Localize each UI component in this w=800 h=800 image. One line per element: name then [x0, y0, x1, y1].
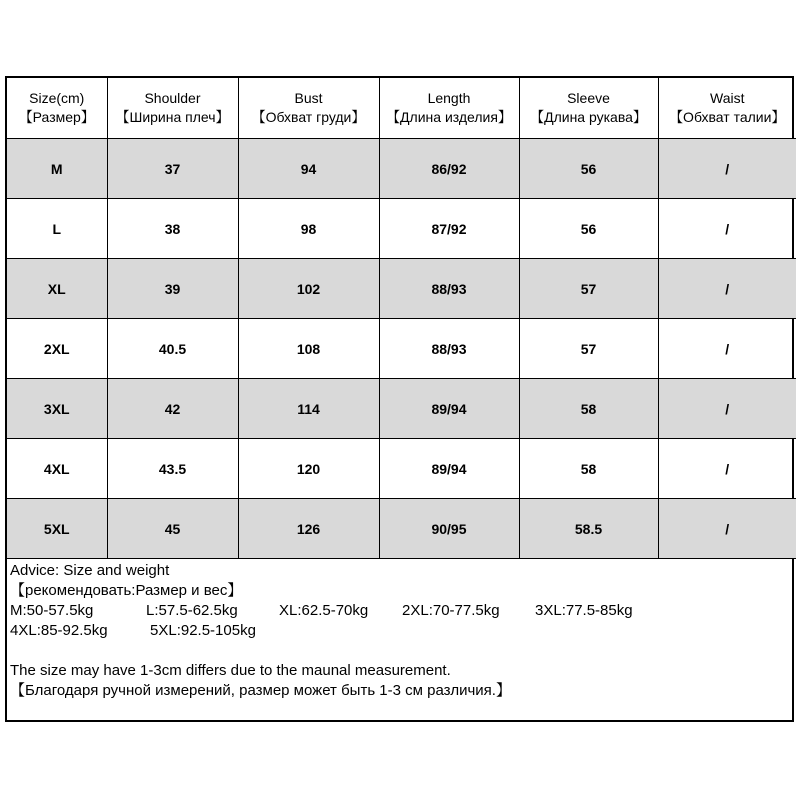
length-cell: 88/93 — [379, 259, 519, 319]
table-row-4xl — [7, 439, 796, 499]
weight-line-1 — [10, 601, 792, 621]
header-row — [7, 78, 796, 139]
weight-m: M:50-57.5kg — [10, 602, 94, 619]
weight-l: L:57.5-62.5kg — [146, 602, 238, 619]
length-cell: 86/92 — [379, 139, 519, 199]
length-cell: 90/95 — [379, 499, 519, 559]
sleeve-cell: 58 — [519, 379, 658, 439]
size-cell: L — [7, 199, 107, 259]
weight-2xl: 2XL:70-77.5kg — [402, 602, 500, 619]
table-row-l — [7, 199, 796, 259]
table-row-2xl — [7, 319, 796, 379]
bust-cell: 102 — [238, 259, 379, 319]
bust-cell: 108 — [238, 319, 379, 379]
size-chart — [5, 76, 794, 722]
table-row-5xl — [7, 499, 796, 559]
measurement-note-ru: 【Благодаря ручной измерений, размер может быть 1-3 см различия.】 — [10, 682, 511, 699]
size-cell: 5XL — [7, 499, 107, 559]
shoulder-cell: 43.5 — [107, 439, 238, 499]
sleeve-cell: 58 — [519, 439, 658, 499]
size-notes — [7, 559, 792, 701]
bust-cell: 126 — [238, 499, 379, 559]
size-cell: M — [7, 139, 107, 199]
waist-cell: / — [658, 139, 796, 199]
shoulder-cell: 45 — [107, 499, 238, 559]
length-cell: 88/93 — [379, 319, 519, 379]
bust-cell: 114 — [238, 379, 379, 439]
weight-5xl: 5XL:92.5-105kg — [150, 622, 256, 639]
shoulder-cell: 38 — [107, 199, 238, 259]
size-cell: 2XL — [7, 319, 107, 379]
table-row-xl — [7, 259, 796, 319]
weight-xl: XL:62.5-70kg — [279, 602, 369, 619]
col-header-length: Length 【Длина изделия】 — [379, 78, 519, 139]
waist-cell: / — [658, 319, 796, 379]
weight-3xl: 3XL:77.5-85kg — [535, 602, 633, 619]
bust-cell: 94 — [238, 139, 379, 199]
weight-4xl: 4XL:85-92.5kg — [10, 622, 108, 639]
waist-cell: / — [658, 379, 796, 439]
waist-cell: / — [658, 499, 796, 559]
size-cell: XL — [7, 259, 107, 319]
shoulder-cell: 39 — [107, 259, 238, 319]
sleeve-cell: 57 — [519, 259, 658, 319]
bust-cell: 98 — [238, 199, 379, 259]
bust-cell: 120 — [238, 439, 379, 499]
col-header-bust: Bust 【Обхват груди】 — [238, 78, 379, 139]
size-cell: 4XL — [7, 439, 107, 499]
waist-cell: / — [658, 439, 796, 499]
shoulder-cell: 40.5 — [107, 319, 238, 379]
shoulder-cell: 42 — [107, 379, 238, 439]
col-header-shoulder: Shoulder 【Ширина плеч】 — [107, 78, 238, 139]
measurement-note: The size may have 1-3cm differs due to the maunal measurement. — [10, 662, 451, 679]
sleeve-cell: 57 — [519, 319, 658, 379]
col-header-size: Size(cm) 【Размер】 — [7, 78, 107, 139]
sleeve-cell: 56 — [519, 199, 658, 259]
size-cell: 3XL — [7, 379, 107, 439]
table-row-m — [7, 139, 796, 199]
length-cell: 89/94 — [379, 439, 519, 499]
sleeve-cell: 58.5 — [519, 499, 658, 559]
length-cell: 89/94 — [379, 379, 519, 439]
size-table — [7, 78, 796, 559]
col-header-waist: Waist 【Обхват талии】 — [658, 78, 796, 139]
waist-cell: / — [658, 259, 796, 319]
sleeve-cell: 56 — [519, 139, 658, 199]
col-header-sleeve: Sleeve 【Длина рукава】 — [519, 78, 658, 139]
length-cell: 87/92 — [379, 199, 519, 259]
table-row-3xl — [7, 379, 796, 439]
spacer — [10, 641, 792, 661]
shoulder-cell: 37 — [107, 139, 238, 199]
waist-cell: / — [658, 199, 796, 259]
advice-heading: Advice: Size and weight — [10, 562, 170, 579]
weight-line-2 — [10, 621, 792, 641]
advice-heading-ru: 【рекомендовать:Размер и вес】 — [10, 582, 243, 599]
